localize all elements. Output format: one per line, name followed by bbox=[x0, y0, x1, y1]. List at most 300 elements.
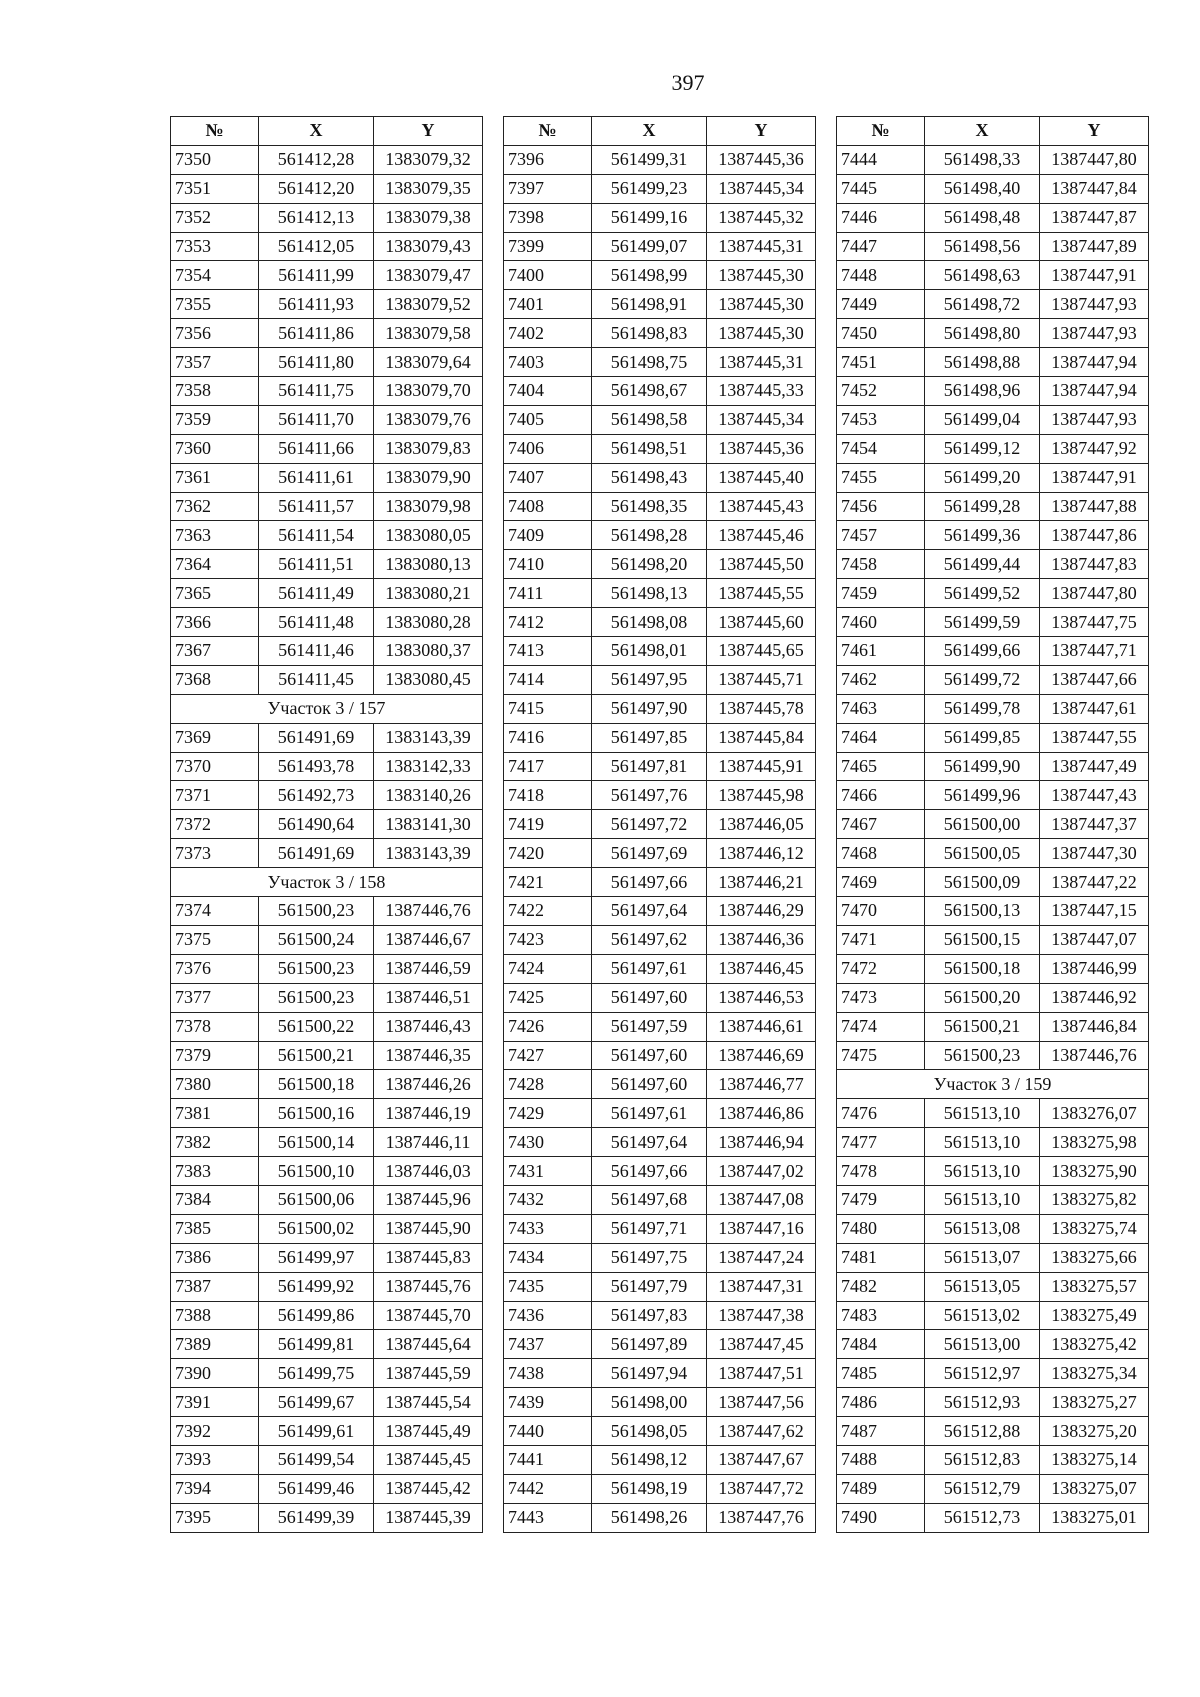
x-coordinate-cell: 561498,26 bbox=[592, 1503, 707, 1532]
x-coordinate-cell: 561411,80 bbox=[259, 348, 374, 377]
table-row bbox=[504, 752, 816, 781]
x-coordinate-cell: 561500,23 bbox=[925, 1041, 1040, 1070]
point-number-cell: 7475 bbox=[837, 1041, 925, 1070]
table-row bbox=[171, 492, 483, 521]
table-row bbox=[504, 434, 816, 463]
y-coordinate-cell: 1383079,52 bbox=[374, 290, 483, 319]
table-row bbox=[171, 1099, 483, 1128]
table-row bbox=[837, 550, 1149, 579]
y-coordinate-cell: 1383079,58 bbox=[374, 319, 483, 348]
x-coordinate-cell: 561497,75 bbox=[592, 1243, 707, 1272]
point-number-cell: 7410 bbox=[504, 550, 592, 579]
header-x: X bbox=[259, 117, 374, 146]
y-coordinate-cell: 1387446,45 bbox=[707, 954, 816, 983]
y-coordinate-cell: 1387447,38 bbox=[707, 1301, 816, 1330]
x-coordinate-cell: 561512,73 bbox=[925, 1503, 1040, 1532]
point-number-cell: 7403 bbox=[504, 348, 592, 377]
table-row bbox=[837, 1330, 1149, 1359]
y-coordinate-cell: 1387445,83 bbox=[374, 1243, 483, 1272]
x-coordinate-cell: 561411,49 bbox=[259, 579, 374, 608]
y-coordinate-cell: 1383079,98 bbox=[374, 492, 483, 521]
y-coordinate-cell: 1383079,47 bbox=[374, 261, 483, 290]
x-coordinate-cell: 561499,75 bbox=[259, 1359, 374, 1388]
point-number-cell: 7376 bbox=[171, 954, 259, 983]
page-number: 397 bbox=[671, 70, 705, 95]
header-y: Y bbox=[707, 117, 816, 146]
y-coordinate-cell: 1387445,91 bbox=[707, 752, 816, 781]
table-row bbox=[837, 434, 1149, 463]
table-row bbox=[171, 174, 483, 203]
y-coordinate-cell: 1387446,67 bbox=[374, 925, 483, 954]
point-number-cell: 7485 bbox=[837, 1359, 925, 1388]
table-row bbox=[837, 174, 1149, 203]
header-number: № bbox=[171, 117, 259, 146]
table-row bbox=[504, 1012, 816, 1041]
point-number-cell: 7386 bbox=[171, 1243, 259, 1272]
y-coordinate-cell: 1383275,57 bbox=[1040, 1272, 1149, 1301]
y-coordinate-cell: 1387447,88 bbox=[1040, 492, 1149, 521]
table-row bbox=[171, 1070, 483, 1099]
y-coordinate-cell: 1383275,27 bbox=[1040, 1388, 1149, 1417]
table-row bbox=[504, 608, 816, 637]
y-coordinate-cell: 1387445,49 bbox=[374, 1417, 483, 1446]
x-coordinate-cell: 561498,72 bbox=[925, 290, 1040, 319]
x-coordinate-cell: 561499,12 bbox=[925, 434, 1040, 463]
x-coordinate-cell: 561492,73 bbox=[259, 781, 374, 810]
table-row bbox=[171, 1128, 483, 1157]
x-coordinate-cell: 561500,06 bbox=[259, 1185, 374, 1214]
y-coordinate-cell: 1387445,96 bbox=[374, 1185, 483, 1214]
section-row bbox=[171, 868, 483, 897]
y-coordinate-cell: 1387447,56 bbox=[707, 1388, 816, 1417]
x-coordinate-cell: 561500,09 bbox=[925, 868, 1040, 897]
table-row bbox=[837, 839, 1149, 868]
table-row bbox=[504, 897, 816, 926]
x-coordinate-cell: 561513,08 bbox=[925, 1214, 1040, 1243]
table-row bbox=[837, 348, 1149, 377]
y-coordinate-cell: 1387445,55 bbox=[707, 579, 816, 608]
y-coordinate-cell: 1387446,76 bbox=[1040, 1041, 1149, 1070]
x-coordinate-cell: 561499,90 bbox=[925, 752, 1040, 781]
x-coordinate-cell: 561497,71 bbox=[592, 1214, 707, 1243]
x-coordinate-cell: 561512,97 bbox=[925, 1359, 1040, 1388]
table-row bbox=[837, 261, 1149, 290]
table-row bbox=[504, 348, 816, 377]
table-row bbox=[504, 1359, 816, 1388]
point-number-cell: 7471 bbox=[837, 925, 925, 954]
y-coordinate-cell: 1387447,30 bbox=[1040, 839, 1149, 868]
y-coordinate-cell: 1387445,90 bbox=[374, 1214, 483, 1243]
point-number-cell: 7452 bbox=[837, 377, 925, 406]
table-row bbox=[171, 463, 483, 492]
x-coordinate-cell: 561499,86 bbox=[259, 1301, 374, 1330]
point-number-cell: 7478 bbox=[837, 1157, 925, 1186]
point-number-cell: 7477 bbox=[837, 1128, 925, 1157]
y-coordinate-cell: 1387445,30 bbox=[707, 290, 816, 319]
y-coordinate-cell: 1387447,08 bbox=[707, 1185, 816, 1214]
x-coordinate-cell: 561498,56 bbox=[925, 232, 1040, 261]
point-number-cell: 7435 bbox=[504, 1272, 592, 1301]
point-number-cell: 7468 bbox=[837, 839, 925, 868]
x-coordinate-cell: 561498,99 bbox=[592, 261, 707, 290]
table-row bbox=[171, 608, 483, 637]
table-row bbox=[171, 1243, 483, 1272]
y-coordinate-cell: 1387447,83 bbox=[1040, 550, 1149, 579]
x-coordinate-cell: 561500,21 bbox=[925, 1012, 1040, 1041]
table-row bbox=[171, 1445, 483, 1474]
point-number-cell: 7466 bbox=[837, 781, 925, 810]
x-coordinate-cell: 561497,76 bbox=[592, 781, 707, 810]
table-row bbox=[837, 954, 1149, 983]
x-coordinate-cell: 561499,59 bbox=[925, 608, 1040, 637]
x-coordinate-cell: 561497,64 bbox=[592, 1128, 707, 1157]
point-number-cell: 7372 bbox=[171, 810, 259, 839]
coordinate-table-2 bbox=[503, 116, 816, 1533]
point-number-cell: 7482 bbox=[837, 1272, 925, 1301]
x-coordinate-cell: 561411,86 bbox=[259, 319, 374, 348]
point-number-cell: 7413 bbox=[504, 637, 592, 666]
point-number-cell: 7444 bbox=[837, 145, 925, 174]
x-coordinate-cell: 561490,64 bbox=[259, 810, 374, 839]
point-number-cell: 7385 bbox=[171, 1214, 259, 1243]
point-number-cell: 7438 bbox=[504, 1359, 592, 1388]
y-coordinate-cell: 1387445,34 bbox=[707, 174, 816, 203]
point-number-cell: 7388 bbox=[171, 1301, 259, 1330]
point-number-cell: 7463 bbox=[837, 694, 925, 723]
table-row bbox=[504, 319, 816, 348]
table-row bbox=[171, 810, 483, 839]
table-row bbox=[837, 521, 1149, 550]
table-row bbox=[171, 665, 483, 694]
x-coordinate-cell: 561512,93 bbox=[925, 1388, 1040, 1417]
point-number-cell: 7454 bbox=[837, 434, 925, 463]
point-number-cell: 7357 bbox=[171, 348, 259, 377]
x-coordinate-cell: 561499,16 bbox=[592, 203, 707, 232]
table-row bbox=[504, 1330, 816, 1359]
table-row bbox=[504, 1301, 816, 1330]
x-coordinate-cell: 561412,13 bbox=[259, 203, 374, 232]
y-coordinate-cell: 1383080,21 bbox=[374, 579, 483, 608]
table-row bbox=[837, 1417, 1149, 1446]
table-row bbox=[837, 1099, 1149, 1128]
header-number: № bbox=[504, 117, 592, 146]
point-number-cell: 7392 bbox=[171, 1417, 259, 1446]
point-number-cell: 7408 bbox=[504, 492, 592, 521]
point-number-cell: 7369 bbox=[171, 723, 259, 752]
table-row bbox=[837, 579, 1149, 608]
y-coordinate-cell: 1387447,92 bbox=[1040, 434, 1149, 463]
point-number-cell: 7470 bbox=[837, 897, 925, 926]
table-row bbox=[504, 1272, 816, 1301]
x-coordinate-cell: 561499,52 bbox=[925, 579, 1040, 608]
header-x: X bbox=[925, 117, 1040, 146]
x-coordinate-cell: 561497,89 bbox=[592, 1330, 707, 1359]
y-coordinate-cell: 1387447,67 bbox=[707, 1445, 816, 1474]
y-coordinate-cell: 1387445,30 bbox=[707, 261, 816, 290]
point-number-cell: 7412 bbox=[504, 608, 592, 637]
table-header-row bbox=[504, 117, 816, 146]
table-row bbox=[504, 1445, 816, 1474]
table-row bbox=[171, 1359, 483, 1388]
table-row bbox=[837, 868, 1149, 897]
point-number-cell: 7363 bbox=[171, 521, 259, 550]
header-y: Y bbox=[374, 117, 483, 146]
point-number-cell: 7419 bbox=[504, 810, 592, 839]
y-coordinate-cell: 1387445,46 bbox=[707, 521, 816, 550]
point-number-cell: 7439 bbox=[504, 1388, 592, 1417]
x-coordinate-cell: 561498,08 bbox=[592, 608, 707, 637]
x-coordinate-cell: 561500,15 bbox=[925, 925, 1040, 954]
y-coordinate-cell: 1387447,45 bbox=[707, 1330, 816, 1359]
table-row bbox=[171, 550, 483, 579]
x-coordinate-cell: 561499,46 bbox=[259, 1474, 374, 1503]
y-coordinate-cell: 1387445,59 bbox=[374, 1359, 483, 1388]
x-coordinate-cell: 561497,66 bbox=[592, 868, 707, 897]
table-row bbox=[504, 723, 816, 752]
table-row bbox=[171, 405, 483, 434]
table-row bbox=[504, 261, 816, 290]
point-number-cell: 7490 bbox=[837, 1503, 925, 1532]
x-coordinate-cell: 561498,05 bbox=[592, 1417, 707, 1446]
y-coordinate-cell: 1383275,90 bbox=[1040, 1157, 1149, 1186]
point-number-cell: 7431 bbox=[504, 1157, 592, 1186]
x-coordinate-cell: 561491,69 bbox=[259, 723, 374, 752]
table-row bbox=[171, 232, 483, 261]
x-coordinate-cell: 561513,10 bbox=[925, 1128, 1040, 1157]
point-number-cell: 7373 bbox=[171, 839, 259, 868]
table-row bbox=[504, 839, 816, 868]
y-coordinate-cell: 1387446,12 bbox=[707, 839, 816, 868]
y-coordinate-cell: 1387446,03 bbox=[374, 1157, 483, 1186]
table-row bbox=[504, 983, 816, 1012]
point-number-cell: 7484 bbox=[837, 1330, 925, 1359]
x-coordinate-cell: 561499,66 bbox=[925, 637, 1040, 666]
x-coordinate-cell: 561498,40 bbox=[925, 174, 1040, 203]
point-number-cell: 7425 bbox=[504, 983, 592, 1012]
table-row bbox=[837, 1272, 1149, 1301]
x-coordinate-cell: 561500,16 bbox=[259, 1099, 374, 1128]
y-coordinate-cell: 1387447,51 bbox=[707, 1359, 816, 1388]
point-number-cell: 7371 bbox=[171, 781, 259, 810]
table-row bbox=[504, 1041, 816, 1070]
table-row bbox=[171, 1185, 483, 1214]
x-coordinate-cell: 561513,10 bbox=[925, 1185, 1040, 1214]
y-coordinate-cell: 1387445,54 bbox=[374, 1388, 483, 1417]
point-number-cell: 7449 bbox=[837, 290, 925, 319]
point-number-cell: 7424 bbox=[504, 954, 592, 983]
point-number-cell: 7361 bbox=[171, 463, 259, 492]
table-row bbox=[171, 1041, 483, 1070]
table-row bbox=[504, 1503, 816, 1532]
y-coordinate-cell: 1383080,45 bbox=[374, 665, 483, 694]
x-coordinate-cell: 561497,66 bbox=[592, 1157, 707, 1186]
table-row bbox=[504, 492, 816, 521]
point-number-cell: 7358 bbox=[171, 377, 259, 406]
table-row bbox=[504, 1214, 816, 1243]
table-row bbox=[837, 752, 1149, 781]
y-coordinate-cell: 1387446,53 bbox=[707, 983, 816, 1012]
y-coordinate-cell: 1387445,40 bbox=[707, 463, 816, 492]
point-number-cell: 7421 bbox=[504, 868, 592, 897]
header-y: Y bbox=[1040, 117, 1149, 146]
table-row bbox=[504, 1128, 816, 1157]
x-coordinate-cell: 561498,28 bbox=[592, 521, 707, 550]
table-row bbox=[504, 637, 816, 666]
table-row bbox=[504, 290, 816, 319]
y-coordinate-cell: 1387447,02 bbox=[707, 1157, 816, 1186]
x-coordinate-cell: 561498,67 bbox=[592, 377, 707, 406]
y-coordinate-cell: 1387446,11 bbox=[374, 1128, 483, 1157]
point-number-cell: 7480 bbox=[837, 1214, 925, 1243]
y-coordinate-cell: 1387446,61 bbox=[707, 1012, 816, 1041]
y-coordinate-cell: 1383275,34 bbox=[1040, 1359, 1149, 1388]
x-coordinate-cell: 561497,60 bbox=[592, 1041, 707, 1070]
table-row bbox=[837, 377, 1149, 406]
header-x: X bbox=[592, 117, 707, 146]
y-coordinate-cell: 1387446,19 bbox=[374, 1099, 483, 1128]
point-number-cell: 7436 bbox=[504, 1301, 592, 1330]
y-coordinate-cell: 1387446,35 bbox=[374, 1041, 483, 1070]
x-coordinate-cell: 561498,48 bbox=[925, 203, 1040, 232]
x-coordinate-cell: 561497,95 bbox=[592, 665, 707, 694]
point-number-cell: 7411 bbox=[504, 579, 592, 608]
point-number-cell: 7467 bbox=[837, 810, 925, 839]
coordinate-table-3 bbox=[836, 116, 1149, 1533]
x-coordinate-cell: 561411,93 bbox=[259, 290, 374, 319]
y-coordinate-cell: 1387447,07 bbox=[1040, 925, 1149, 954]
point-number-cell: 7362 bbox=[171, 492, 259, 521]
point-number-cell: 7476 bbox=[837, 1099, 925, 1128]
point-number-cell: 7414 bbox=[504, 665, 592, 694]
x-coordinate-cell: 561499,92 bbox=[259, 1272, 374, 1301]
table-row bbox=[837, 1359, 1149, 1388]
x-coordinate-cell: 561500,02 bbox=[259, 1214, 374, 1243]
table-row bbox=[837, 925, 1149, 954]
y-coordinate-cell: 1387447,84 bbox=[1040, 174, 1149, 203]
table-row bbox=[171, 752, 483, 781]
y-coordinate-cell: 1387446,76 bbox=[374, 897, 483, 926]
table-row bbox=[837, 492, 1149, 521]
y-coordinate-cell: 1387447,15 bbox=[1040, 897, 1149, 926]
y-coordinate-cell: 1387445,33 bbox=[707, 377, 816, 406]
x-coordinate-cell: 561499,67 bbox=[259, 1388, 374, 1417]
y-coordinate-cell: 1387447,87 bbox=[1040, 203, 1149, 232]
point-number-cell: 7442 bbox=[504, 1474, 592, 1503]
point-number-cell: 7397 bbox=[504, 174, 592, 203]
point-number-cell: 7489 bbox=[837, 1474, 925, 1503]
point-number-cell: 7488 bbox=[837, 1445, 925, 1474]
table-row bbox=[837, 1214, 1149, 1243]
point-number-cell: 7351 bbox=[171, 174, 259, 203]
point-number-cell: 7448 bbox=[837, 261, 925, 290]
y-coordinate-cell: 1383275,01 bbox=[1040, 1503, 1149, 1532]
x-coordinate-cell: 561412,05 bbox=[259, 232, 374, 261]
point-number-cell: 7359 bbox=[171, 405, 259, 434]
y-coordinate-cell: 1387445,31 bbox=[707, 232, 816, 261]
x-coordinate-cell: 561500,23 bbox=[259, 983, 374, 1012]
x-coordinate-cell: 561498,00 bbox=[592, 1388, 707, 1417]
x-coordinate-cell: 561498,58 bbox=[592, 405, 707, 434]
y-coordinate-cell: 1383275,20 bbox=[1040, 1417, 1149, 1446]
table-row bbox=[504, 810, 816, 839]
table-row bbox=[837, 897, 1149, 926]
y-coordinate-cell: 1387447,93 bbox=[1040, 405, 1149, 434]
x-coordinate-cell: 561498,80 bbox=[925, 319, 1040, 348]
table-row bbox=[504, 1243, 816, 1272]
y-coordinate-cell: 1387446,29 bbox=[707, 897, 816, 926]
point-number-cell: 7443 bbox=[504, 1503, 592, 1532]
point-number-cell: 7382 bbox=[171, 1128, 259, 1157]
table-row bbox=[171, 434, 483, 463]
table-row bbox=[837, 1474, 1149, 1503]
point-number-cell: 7353 bbox=[171, 232, 259, 261]
point-number-cell: 7469 bbox=[837, 868, 925, 897]
y-coordinate-cell: 1383141,30 bbox=[374, 810, 483, 839]
table-row bbox=[171, 348, 483, 377]
x-coordinate-cell: 561411,61 bbox=[259, 463, 374, 492]
x-coordinate-cell: 561513,02 bbox=[925, 1301, 1040, 1330]
section-title: Участок 3 / 158 bbox=[171, 868, 483, 897]
table-header-row bbox=[837, 117, 1149, 146]
y-coordinate-cell: 1387447,80 bbox=[1040, 145, 1149, 174]
y-coordinate-cell: 1387447,55 bbox=[1040, 723, 1149, 752]
x-coordinate-cell: 561512,88 bbox=[925, 1417, 1040, 1446]
x-coordinate-cell: 561498,33 bbox=[925, 145, 1040, 174]
y-coordinate-cell: 1383079,43 bbox=[374, 232, 483, 261]
x-coordinate-cell: 561498,88 bbox=[925, 348, 1040, 377]
x-coordinate-cell: 561498,01 bbox=[592, 637, 707, 666]
point-number-cell: 7486 bbox=[837, 1388, 925, 1417]
point-number-cell: 7383 bbox=[171, 1157, 259, 1186]
y-coordinate-cell: 1383275,14 bbox=[1040, 1445, 1149, 1474]
y-coordinate-cell: 1383079,83 bbox=[374, 434, 483, 463]
x-coordinate-cell: 561411,46 bbox=[259, 637, 374, 666]
y-coordinate-cell: 1387446,86 bbox=[707, 1099, 816, 1128]
y-coordinate-cell: 1383080,05 bbox=[374, 521, 483, 550]
point-number-cell: 7380 bbox=[171, 1070, 259, 1099]
table-row bbox=[837, 405, 1149, 434]
y-coordinate-cell: 1383080,28 bbox=[374, 608, 483, 637]
x-coordinate-cell: 561498,83 bbox=[592, 319, 707, 348]
x-coordinate-cell: 561500,18 bbox=[925, 954, 1040, 983]
y-coordinate-cell: 1387445,42 bbox=[374, 1474, 483, 1503]
table-row bbox=[504, 1388, 816, 1417]
x-coordinate-cell: 561513,07 bbox=[925, 1243, 1040, 1272]
y-coordinate-cell: 1387445,45 bbox=[374, 1445, 483, 1474]
point-number-cell: 7370 bbox=[171, 752, 259, 781]
x-coordinate-cell: 561500,21 bbox=[259, 1041, 374, 1070]
table-row bbox=[837, 637, 1149, 666]
table-row bbox=[504, 1099, 816, 1128]
table-row bbox=[504, 232, 816, 261]
point-number-cell: 7455 bbox=[837, 463, 925, 492]
y-coordinate-cell: 1387447,94 bbox=[1040, 377, 1149, 406]
table-row bbox=[837, 1157, 1149, 1186]
table-row bbox=[171, 521, 483, 550]
table-row bbox=[504, 463, 816, 492]
y-coordinate-cell: 1387447,76 bbox=[707, 1503, 816, 1532]
table-row bbox=[171, 290, 483, 319]
x-coordinate-cell: 561498,51 bbox=[592, 434, 707, 463]
point-number-cell: 7377 bbox=[171, 983, 259, 1012]
point-number-cell: 7465 bbox=[837, 752, 925, 781]
table-row bbox=[171, 1272, 483, 1301]
table-row bbox=[171, 781, 483, 810]
x-coordinate-cell: 561500,23 bbox=[259, 954, 374, 983]
point-number-cell: 7355 bbox=[171, 290, 259, 319]
point-number-cell: 7433 bbox=[504, 1214, 592, 1243]
x-coordinate-cell: 561497,79 bbox=[592, 1272, 707, 1301]
